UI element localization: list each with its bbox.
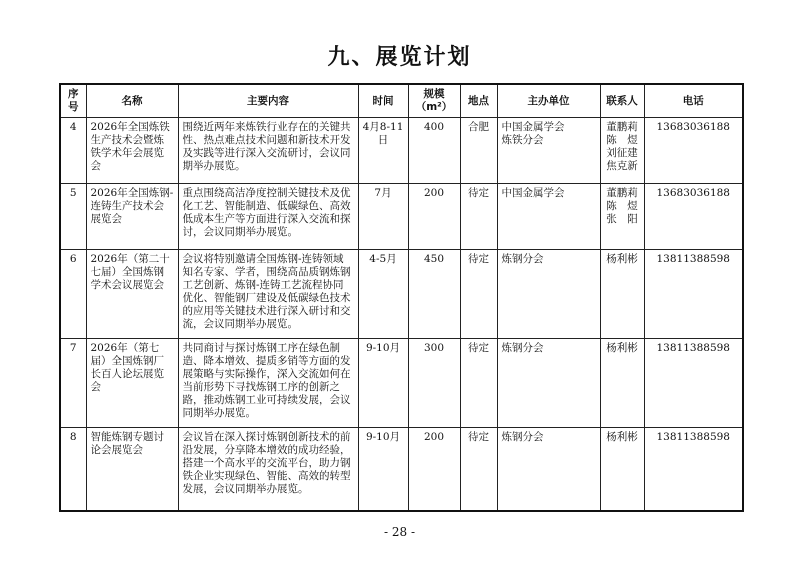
- cell-content: 共同商讨与探讨炼钢工序在绿色制造、降本增效、提质多销等方面的发展策略与实际操作，深入交流如何在当前形势下寻找炼钢工序的创新之路，推动炼钢工业可持续发展，会议同期举办展览。: [178, 339, 358, 428]
- cell-location: 待定: [460, 250, 497, 339]
- cell-index: 8: [60, 428, 86, 511]
- cell-index: 7: [60, 339, 86, 428]
- cell-time: 4-5月: [358, 250, 408, 339]
- exhibition-plan-table: [59, 83, 744, 512]
- cell-index: 5: [60, 184, 86, 250]
- cell-phone: 13683036188: [644, 184, 743, 250]
- cell-phone: 13683036188: [644, 118, 743, 184]
- header-index: 序号: [60, 84, 86, 118]
- cell-time: 9-10月: [358, 428, 408, 511]
- header-organizer: 主办单位: [497, 84, 600, 118]
- cell-scale: 200: [408, 184, 460, 250]
- cell-location: 合肥: [460, 118, 497, 184]
- cell-contact: 董鹏莉 陈 煜 张 阳: [600, 184, 644, 250]
- cell-organizer: 炼钢分会: [497, 428, 600, 511]
- header-location: 地点: [460, 84, 497, 118]
- cell-phone: 13811388598: [644, 339, 743, 428]
- cell-scale: 300: [408, 339, 460, 428]
- cell-phone: 13811388598: [644, 428, 743, 511]
- cell-location: 待定: [460, 339, 497, 428]
- cell-content: 会议旨在深入探讨炼钢创新技术的前沿发展，分享降本增效的成功经验， 搭建一个高水平的交流平台，助力钢铁企业实现绿色、智能、高效的转型发展，会议同期举办展览。: [178, 428, 358, 511]
- table-row: [60, 118, 743, 184]
- cell-time: 9-10月: [358, 339, 408, 428]
- cell-location: 待定: [460, 184, 497, 250]
- cell-scale: 450: [408, 250, 460, 339]
- table-row: [60, 428, 743, 511]
- cell-time: 4月8-11日: [358, 118, 408, 184]
- table-row: [60, 250, 743, 339]
- cell-content: 会议将特别邀请全国炼钢-连铸领域知名专家、学者，围绕高品质钢炼钢工艺创新、炼钢-连铸工艺流程协同优化、智能钢厂建设及低碳绿色技术的应用等关键技术进行深入研讨和交流，会议同期举办展览。: [178, 250, 358, 339]
- header-contact: 联系人: [600, 84, 644, 118]
- header-phone: 电话: [644, 84, 743, 118]
- header-time: 时间: [358, 84, 408, 118]
- cell-scale: 400: [408, 118, 460, 184]
- cell-organizer: 炼钢分会: [497, 250, 600, 339]
- table-row: [60, 339, 743, 428]
- cell-location: 待定: [460, 428, 497, 511]
- cell-name: 智能炼钢专题讨论会展览会: [86, 428, 178, 511]
- cell-index: 6: [60, 250, 86, 339]
- table-header-row: [60, 84, 743, 118]
- cell-contact: 杨利彬: [600, 428, 644, 511]
- cell-name: 2026年（第七届）全国炼钢厂长百人论坛展览会: [86, 339, 178, 428]
- header-scale: 规模（m²）: [408, 84, 460, 118]
- cell-organizer: 中国金属学会 炼铁分会: [497, 118, 600, 184]
- header-content: 主要内容: [178, 84, 358, 118]
- cell-name: 2026年（第二十七届）全国炼钢学术会议展览会: [86, 250, 178, 339]
- cell-time: 7月: [358, 184, 408, 250]
- header-name: 名称: [86, 84, 178, 118]
- table-row: [60, 184, 743, 250]
- cell-organizer: 中国金属学会: [497, 184, 600, 250]
- page-title: 九、展览计划: [327, 45, 472, 70]
- cell-phone: 13811388598: [644, 250, 743, 339]
- cell-content: 围绕近两年来炼铁行业存在的关键共性、热点难点技术问题和新技术开发及实践等进行深入交流研讨，会议同期举办展览。: [178, 118, 358, 184]
- cell-name: 2026年全国炼铁生产技术会暨炼铁学术年会展览会: [86, 118, 178, 184]
- page-number: - 28 -: [383, 525, 415, 539]
- cell-contact: 杨利彬: [600, 250, 644, 339]
- cell-content: 重点围绕高洁净度控制关键技术及优化工艺、智能制造、低碳绿色、高效低成本生产等方面进行深入交流和探讨，会议同期举办展览。: [178, 184, 358, 250]
- cell-index: 4: [60, 118, 86, 184]
- cell-scale: 200: [408, 428, 460, 511]
- cell-organizer: 炼钢分会: [497, 339, 600, 428]
- cell-name: 2026年全国炼钢-连铸生产技术会展览会: [86, 184, 178, 250]
- cell-contact: 董鹏莉 陈 煜 刘征建 焦克新: [600, 118, 644, 184]
- cell-contact: 杨利彬: [600, 339, 644, 428]
